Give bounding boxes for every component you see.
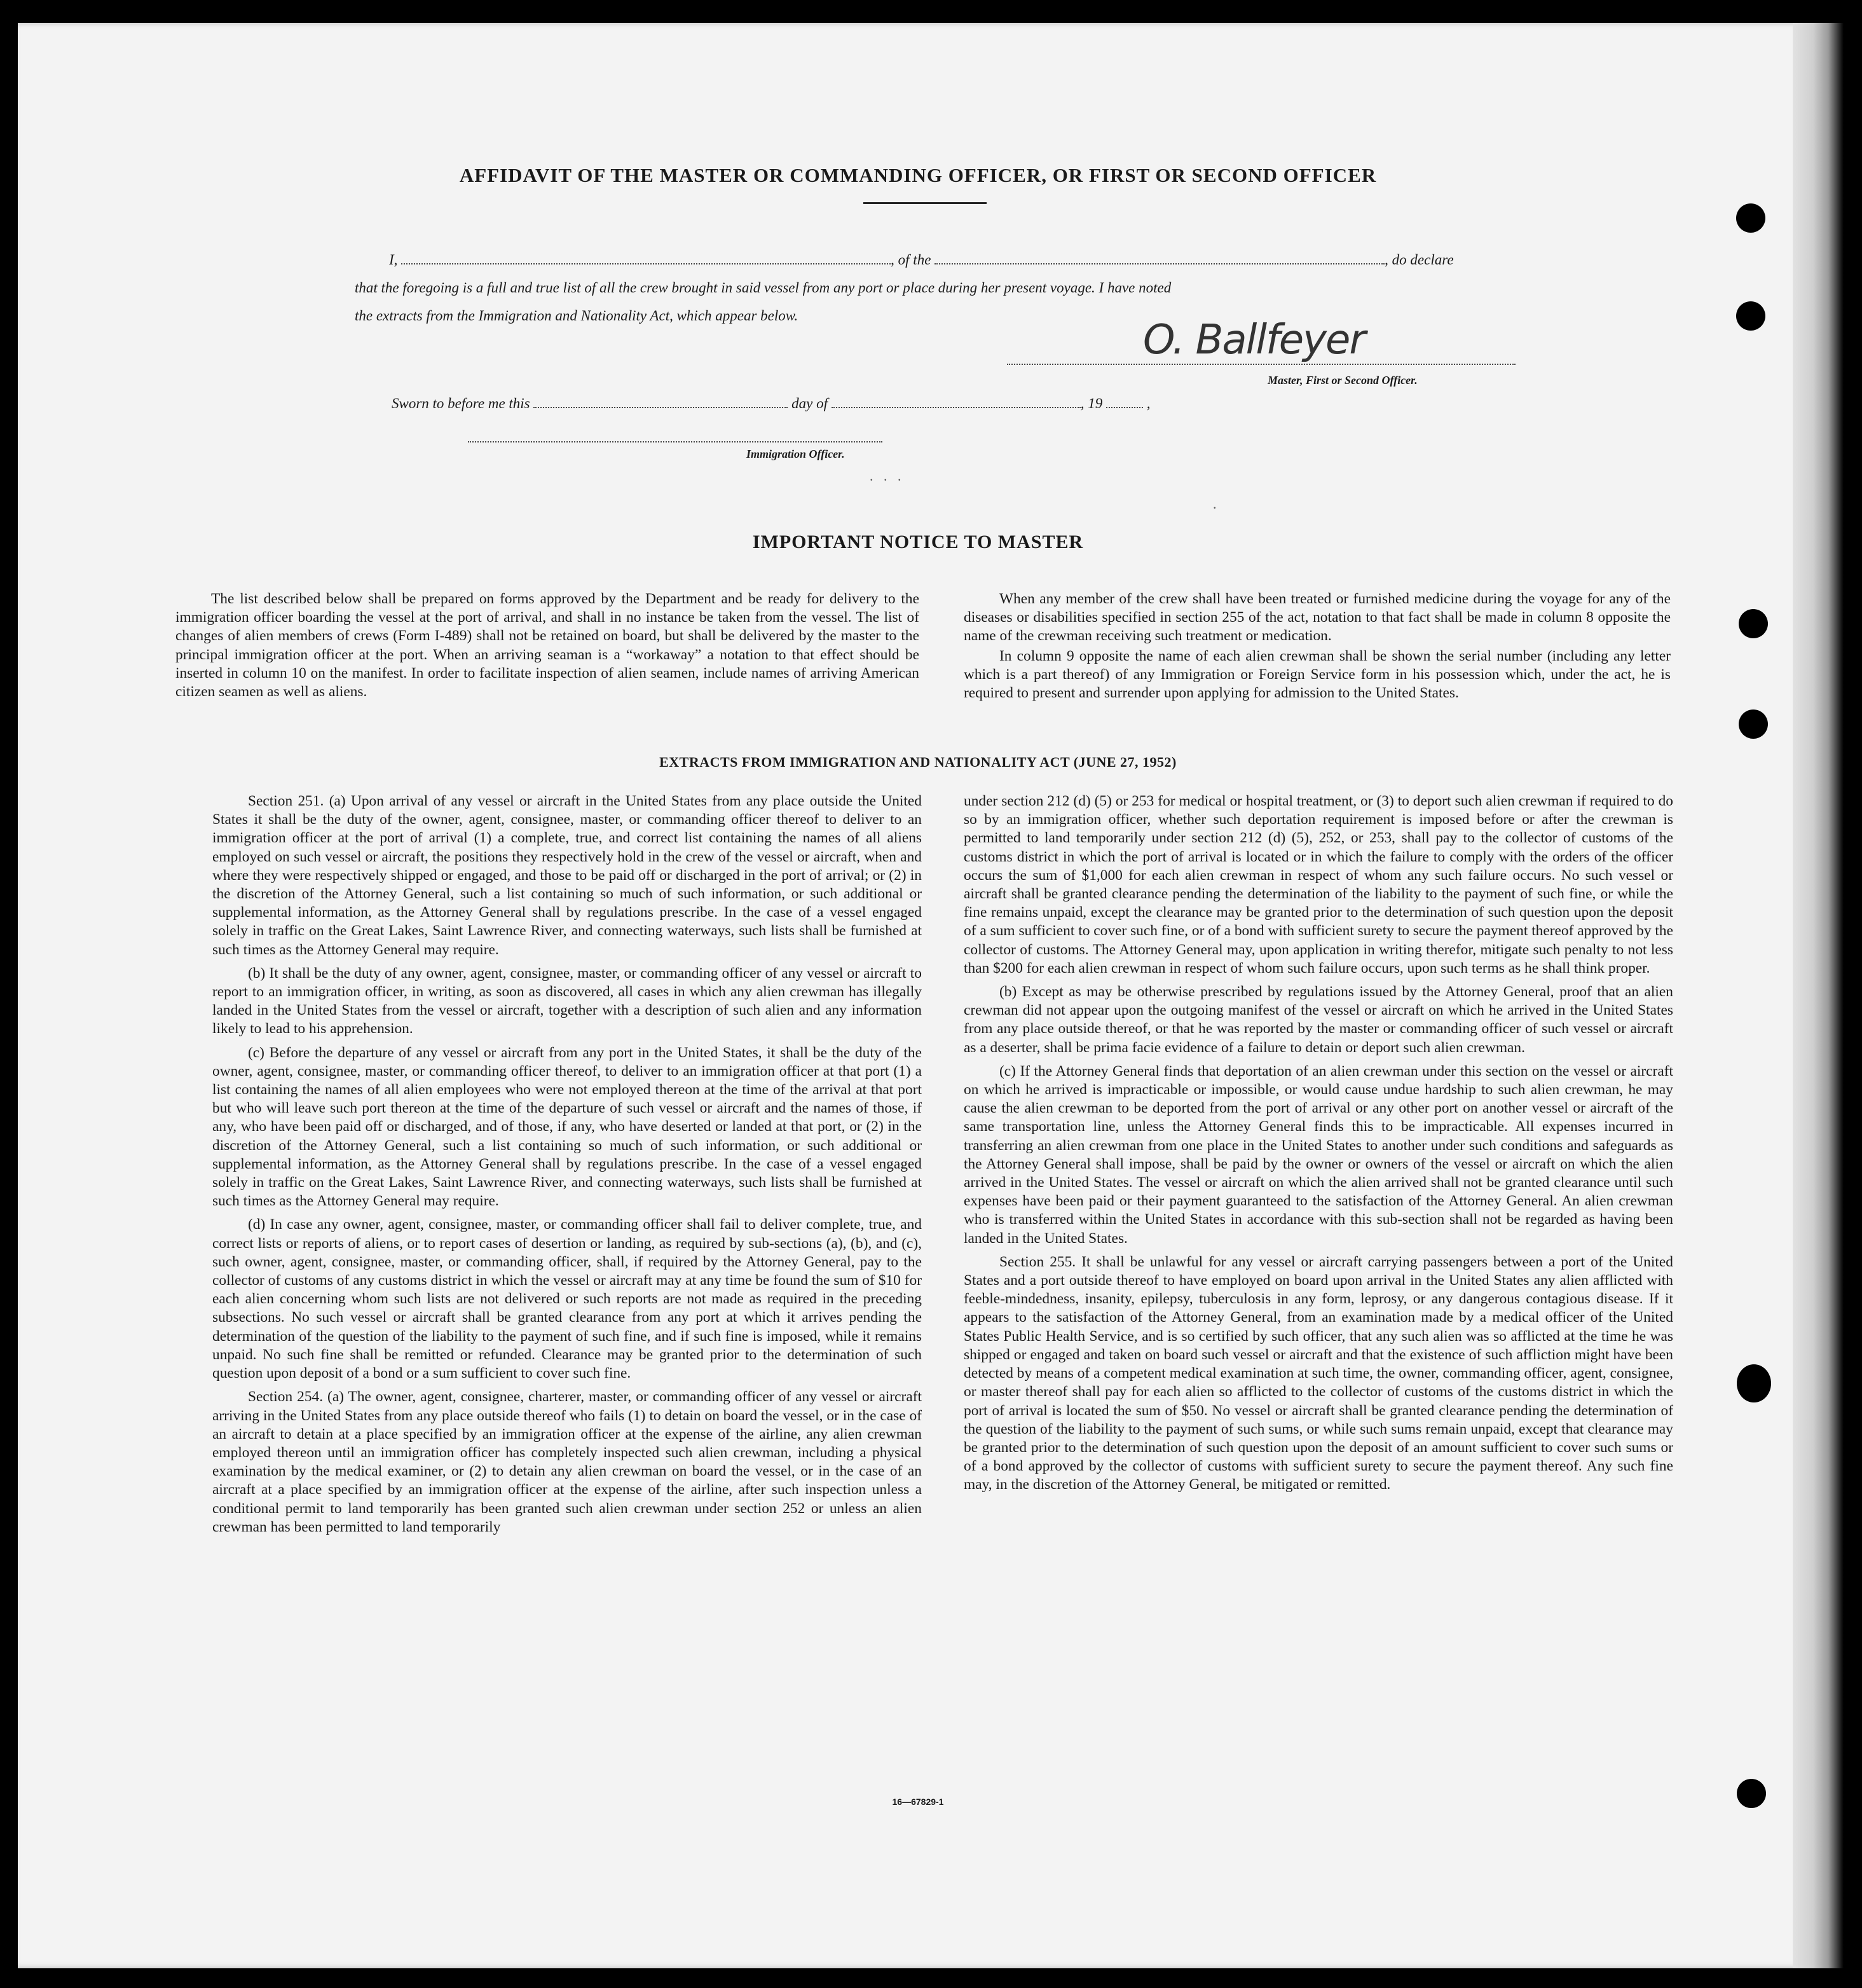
sworn-line: Sworn to before me this day of , 19 ,	[392, 395, 1151, 411]
do-declare-label: , do declare	[1385, 252, 1454, 268]
binder-hole	[1736, 301, 1765, 331]
notice-right-column	[964, 590, 1671, 708]
form-page	[18, 23, 1818, 1968]
of-the-label: , of the	[891, 252, 931, 268]
extracts-right-column	[964, 792, 1673, 1500]
name-blank[interactable]	[401, 252, 891, 264]
extracts-title: EXTRACTS FROM IMMIGRATION AND NATIONALITY ACT (JUNE 27, 1952)	[659, 754, 1177, 770]
binder-hole	[1737, 1364, 1771, 1402]
extracts-left-column	[212, 792, 922, 1542]
vessel-blank[interactable]	[934, 252, 1385, 264]
title-rule	[863, 202, 987, 204]
binder-hole	[1739, 710, 1768, 739]
scan-speck: .	[1213, 496, 1217, 512]
notice-right-paragraph-2: In column 9 opposite the name of each alien crewman shall be shown the serial number (including any letter which is a part thereof) of any Immigration or Foreign Service form in his possession which, under the act, he is required to present and surrender upon applying for admission to the United States.	[964, 647, 1671, 702]
binder-hole	[1739, 609, 1768, 638]
section-251a: Section 251. (a) Upon arrival of any vessel or aircraft in the United States from any place outside the United States it shall be the duty of the owner, agent, consignee, master, or commanding officer thereof to deliver to an immigration officer at the port of arrival (1) a complete, true, and correct list containing the names of all aliens employed on such vessel or aircraft, the positions they respectively hold in the crew of the vessel or aircraft, when and where they were respectively shipped or engaged, and those to be paid off or discharged in the port of arrival; or (2) in the discretion of the Attorney General, such a list containing so much of such information, or such additional or supplemental information, as the Attorney General shall by regulations prescribe. In the case of a vessel engaged solely in traffic on the Great Lakes, Saint Lawrence River, and connecting waterways, such lists shall be furnished at such times as the Attorney General may require.	[212, 793, 922, 958]
notice-left-paragraph: The list described below shall be prepared on forms approved by the Department and be ready for delivery to the immigration officer boarding the vessel at the port of arrival, and shall in no instance be taken from the vessel. The list of changes of alien members of crews (Form I-489) shall not be retained on board, but shall be delivered by the master to the principal immigration officer at the port. When an arriving seaman is a “workaway” a notation to that effect should be inserted in column 10 on the manifest. In order to facilitate inspection of alien seamen, include names of arriving American citizen seamen as well as aliens.	[175, 591, 919, 701]
section-255: Section 255. It shall be unlawful for any vessel or aircraft carrying passengers between a port of the United States and a port outside thereof to have employed on board upon arrival in the United States any alien afflicted with feeble-mindedness, insanity, epilepsy, tuberculosis in any form, leprosy, or any dangerous contagious disease. If it appears to the satisfaction of the Attorney General, from an examination made by a medical officer of the United States Public Health Service, and is so certified by such officer, that any such alien was so afflicted at the time he was shipped or engaged and taken on board such vessel or aircraft and that the existence of such affliction might have been detected by means of a competent medical examination at such time, the owner, commanding officer, agent, consignee, or master thereof shall pay for each alien so afflicted to the collector of customs of the customs district in which the port of arrival is located the sum of $50. No vessel or aircraft shall be granted clearance pending the determination of the question of the liability to the payment of such sums, or while such sums remain unpaid, except that clearance may be granted prior to the determination of such question upon the deposit of an amount sufficient to cover such sums or of a bond approved by the collector of customs with sufficient surety to secure the payment thereof. Any such fine may, in the discretion of the Attorney General, be mitigated or remitted.	[964, 1253, 1673, 1493]
month-blank[interactable]	[832, 395, 1081, 408]
immigration-officer-line[interactable]	[468, 430, 882, 442]
i-label: I,	[389, 252, 398, 268]
binder-hole	[1736, 203, 1765, 233]
year-blank[interactable]	[1106, 395, 1143, 408]
scan-speck: . . .	[870, 468, 901, 484]
year-label: , 19	[1080, 395, 1103, 411]
section-251d: (d) In case any owner, agent, consignee, master, or commanding officer shall fail to deliver complete, true, and correct lists or reports of aliens, or to report cases of desertion or landing, as required by sub-sections (a), (b), and (c), such owner, agent, consignee, master, or commanding officer, shall, if required by the Attorney General, pay to the collector of customs of any customs district in which the vessel or aircraft may at any time be found the sum of $10 for each alien concerning whom such lists are not delivered or such reports are not made as required in the preceding subsections. No such vessel or aircraft shall be granted clearance from any port at which it arrives pending the determination of the question of the liability to the payment of such fine, and if such fine is imposed, while it remains unpaid. No such fine shall be remitted or refunded. Clearance may be granted prior to the determination of such question upon deposit of a bond or a sum sufficient to cover such fine.	[212, 1216, 922, 1382]
statement-line-1: that the foregoing is a full and true list of all the crew brought in said vessel from any port or place during her present voyage. I have noted	[355, 280, 1172, 296]
statement-line-2: the extracts from the Immigration and Nationality Act, which appear below.	[355, 308, 798, 324]
section-254b: (b) Except as may be otherwise prescribed by regulations issued by the Attorney General, proof that an alien crewman did not appear upon the outgoing manifest of the vessel or aircraft on which he arrived in the United States from any place outside thereof, or that he was reported by the master or commanding officer of such vessel or aircraft as a deserter, shall be prima facie evidence of a failure to detain or deport such alien crewman.	[964, 984, 1673, 1056]
section-254a-continued: under section 212 (d) (5) or 253 for medical or hospital treatment, or (3) to deport such alien crewman if required to do so by an immigration officer, whether such deportation requirement is imposed before or after the crewman is permitted to land temporarily under section 212 (d) (5), 252, or 253, shall pay to the collector of customs of the customs district in which the port of arrival is located or in which the failure to comply with the orders of the officer occurs the sum of $1,000 for each alien crewman in respect of whom any such failure occurs. No such vessel or aircraft shall be granted clearance pending the determination of the liability to the payment of such fine, or while the fine remains unpaid, except the clearance may be granted prior to the determination of such question upon the deposit of a sum sufficient to cover such fine, or of a bond with sufficient surety to secure the payment thereof approved by the collector of customs. The Attorney General may, upon application in writing therefor, mitigate such penalty to not less than $200 for each alien crewman in respect of whom such failure occurs, upon such terms as he shall think proper.	[964, 793, 1673, 977]
section-251b: (b) It shall be the duty of any owner, agent, consignee, master, or commanding officer of any vessel or aircraft to report to an immigration officer, in writing, as soon as discovered, all cases in which any alien crewman has illegally landed in the United States from the vessel or aircraft, together with a description of such alien and any information likely to lead to his apprehension.	[212, 964, 922, 1038]
day-blank[interactable]	[533, 395, 788, 408]
handwritten-signature: O. Ballfeyer	[1143, 317, 1365, 364]
section-254a: Section 254. (a) The owner, agent, consignee, charterer, master, or commanding officer of any vessel or aircraft arriving in the United States from any place outside thereof who fails (1) to detain on board the vessel, or in the case of an aircraft to detain at a place specified by an immigration officer at the expense of the airline, any alien crewman employed thereon until an immigration officer has completely inspected such alien crewman, including a physical examination by the medical examiner, or (2) to detain any alien crewman on board the vessel, or in the case of an aircraft at a place specified by an immigration officer at the expense of the airline, after such inspection unless a conditional permit to land temporarily has been granted such alien crewman under section 252 or unless an alien crewman has been permitted to land temporarily	[212, 1388, 922, 1535]
immigration-officer-label: Immigration Officer.	[746, 448, 845, 460]
master-label: Master, First or Second Officer.	[1268, 374, 1418, 387]
section-251c: (c) Before the departure of any vessel or aircraft from any port in the United States, it shall be the duty of the owner, agent, consignee, master, or commanding officer thereof, to deliver to an immigration officer at that port (1) a list containing the names of all alien employees who were not employed thereon at the time of the arrival at that port but who will leave such port thereon at the time of the departure of such vessel or aircraft and the names of those, if any, who have been paid off or discharged, and of those, if any, who have deserted or landed at that port, or (2) in the discretion of the Attorney General, such a list containing so much of such information, or such additional or supplemental information, as the Attorney General shall by regulations prescribe. In the case of a vessel engaged solely in traffic on the Great Lakes, Saint Lawrence River, and connecting waterways, such lists shall be furnished at such times as the Attorney General may require.	[212, 1044, 922, 1210]
form-number: 16—67829-1	[892, 1797, 944, 1807]
affidavit-line-1	[389, 252, 1454, 268]
notice-title: IMPORTANT NOTICE TO MASTER	[752, 531, 1084, 552]
notice-right-paragraph-1: When any member of the crew shall have been treated or furnished medicine during the voyage for any of the diseases or disabilities specified in section 255 of the act, notation to that fact shall be made in column 8 opposite the name of the crewman receiving such treatment or medication.	[964, 591, 1671, 645]
sworn-label: Sworn to before me this	[392, 395, 530, 411]
page-shadow-edge	[1793, 23, 1844, 1968]
day-of-label: day of	[791, 395, 828, 411]
affidavit-title: AFFIDAVIT OF THE MASTER OR COMMANDING OFFICER, OR FIRST OR SECOND OFFICER	[459, 164, 1377, 186]
notice-left-column	[175, 590, 919, 706]
binder-hole	[1737, 1779, 1766, 1808]
section-254c: (c) If the Attorney General finds that deportation of an alien crewman under this section on the vessel or aircraft on which he arrived is impracticable or impossible, or would cause undue hardship to such alien crewman, he may cause the alien crewman to be deported from the port of arrival or any other port on another vessel or aircraft of the same transportation line, unless the Attorney General finds this to be impracticable. All expenses incurred in transferring an alien crewman from one place in the United States to another under such conditions and safeguards as the Attorney General shall impose, shall be paid by the owner or owners of the vessel or aircraft on which the alien arrived in the United States. The vessel or aircraft on which the alien arrived shall not be granted clearance until such expenses have been paid or their payment guaranteed to the satisfaction of the Attorney General. An alien crewman who is transferred within the United States in accordance with this sub-section shall not be regarded as having been landed in the United States.	[964, 1062, 1673, 1247]
